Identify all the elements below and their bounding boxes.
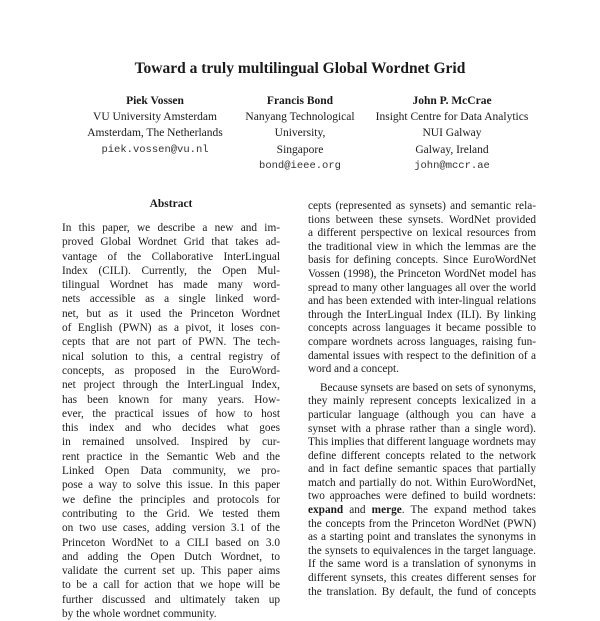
text-segment: . The expand method takes (401, 504, 536, 517)
author-email: bond@ieee.org (259, 159, 341, 172)
text-line (308, 504, 536, 518)
text-line: concepts, as proposed in the EuroWord- (62, 364, 280, 377)
text-line: In this paper, we describe a new and im- (62, 222, 280, 234)
text-line: nets accessible as a single linked word- (62, 293, 280, 306)
text-line: the concepts from the Princeton WordNet (PWN) (308, 517, 536, 530)
author-block (230, 93, 370, 174)
text-line: contributing to the Grid. We tested them (62, 507, 280, 520)
author-affiliation: NUI Galway (422, 127, 482, 140)
author-name: Piek Vossen (126, 95, 184, 107)
text-line: as a starting point and translates the synonyms in (308, 531, 536, 544)
author-name: Francis Bond (266, 95, 334, 107)
text-line: Linked Open Data community, we pro- (62, 465, 280, 478)
text-line: a different perspective on lexical resources from (308, 227, 536, 240)
author-block (55, 93, 255, 158)
text-segment: and (343, 504, 372, 517)
text-line: ever, the practical issues of how to host (62, 407, 280, 420)
text-line: the translation. By default, the fund of concepts (308, 585, 536, 598)
author-block (362, 93, 542, 174)
text-line: further discussed and ultimately taken up (62, 593, 280, 606)
text-line: particular language (although you can have a (308, 408, 536, 421)
text-line: basis for defining concepts. Since EuroWordNet (308, 254, 536, 267)
author-affiliation: Nanyang Technological (245, 111, 355, 124)
text-line: has been known for many years. How- (62, 393, 280, 406)
author-email: piek.vossen@vu.nl (101, 143, 209, 156)
text-line: to be a call for action that we hope will be (62, 579, 280, 592)
text-line: nical solution to this, a central registry of (62, 350, 280, 363)
abstract-heading: Abstract (149, 198, 193, 210)
text-line: word and a concept. (308, 363, 399, 376)
text-line: net, but as it used the Princeton Wordnet (62, 307, 280, 320)
text-line: Vossen (1998), the Princeton WordNet model has (308, 267, 536, 280)
text-line: vantage of the Collaborative InterLingual (62, 250, 280, 263)
author-affiliation: VU University Amsterdam (93, 111, 217, 124)
text-line: synset with a phrase rather than a single word). (308, 422, 536, 435)
text-line: the traditional view in which the lemmas are the (308, 240, 536, 253)
text-line: different synsets, this creates different senses for (308, 572, 536, 585)
text-line: and adding the Open Dutch Wordnet, to (62, 550, 280, 563)
text-line: rent practice in the Semantic Web and the (62, 450, 280, 463)
text-line: pose a way to solve this issue. In this paper (62, 479, 280, 492)
text-line: proved Global Wordnet Grid that takes ad- (62, 236, 280, 249)
text-line: validate the current set up. This paper aims (62, 565, 280, 578)
author-affiliation: Galway, Ireland (415, 143, 489, 156)
author-name: John P. McCrae (412, 95, 492, 107)
text-line: by the whole wordnet community. (62, 608, 217, 621)
text-line: cepts (represented as synsets) and semantic rela- (308, 200, 536, 212)
text-line: on two use cases, adding version 3.1 of the (62, 522, 280, 535)
bold-term: merge (371, 504, 402, 517)
text-line: concepts across languages it became possible to (308, 322, 536, 335)
author-affiliation: Singapore (276, 143, 324, 156)
text-line: and has been extended with inter-lingual relations (308, 295, 536, 308)
paper-title: Toward a truly multilingual Global Wordnet Grid (134, 60, 466, 77)
author-affiliation: University, (274, 127, 326, 140)
text-line: of English (PWN) as a pivot, it loses con- (62, 322, 280, 335)
text-line: Because synsets are based on sets of synonyms, (320, 381, 536, 394)
text-line: spread to many other languages all over the world (308, 281, 536, 294)
text-line: two approaches were defined to build wordnets: (308, 490, 536, 503)
text-line: match and partially do not. Within EuroWordNet, (308, 476, 536, 489)
text-line: they mainly represent concepts lexicalized in a (308, 395, 536, 408)
text-line: Princeton WordNet to a CILI based on 3.0 (62, 536, 280, 549)
text-line: damental issues with respect to the definition of a (308, 349, 536, 362)
text-line: tilingual Wordnet has made many word- (62, 279, 280, 292)
text-line: Index (CILI). Currently, the Open Mul- (62, 264, 280, 277)
text-line: net project through the InterLingual Index, (62, 379, 280, 392)
text-line: and in fact define semantic spaces that partially (308, 463, 536, 476)
text-line: through the InterLingual Index (ILI). By linking (308, 308, 536, 321)
text-line: in remained unsolved. Inspired by cur- (62, 436, 280, 449)
abstract-text (62, 221, 280, 621)
text-line: compare wordnets across languages, raising fun- (308, 335, 536, 348)
text-line: the synsets to equivalences in the target language. (308, 544, 536, 557)
author-email: john@mccr.ae (414, 159, 490, 172)
text-line: we define the principles and protocols for (62, 493, 280, 506)
bold-term: expand (308, 504, 344, 517)
text-line: tions between these synsets. WordNet provided (308, 213, 536, 226)
body-text-column (308, 200, 536, 599)
author-affiliation: Insight Centre for Data Analytics (375, 111, 529, 124)
text-line: This implies that different language wordnets may (308, 436, 536, 449)
text-line: cepts that are not part of PWN. The tech- (62, 336, 280, 349)
text-line: If the same word is a translation of synonyms in (308, 558, 536, 571)
author-affiliation: Amsterdam, The Netherlands (87, 127, 223, 140)
text-line: define different concepts related to the network (308, 449, 536, 462)
text-line: this index and who decides what goes (62, 422, 280, 435)
